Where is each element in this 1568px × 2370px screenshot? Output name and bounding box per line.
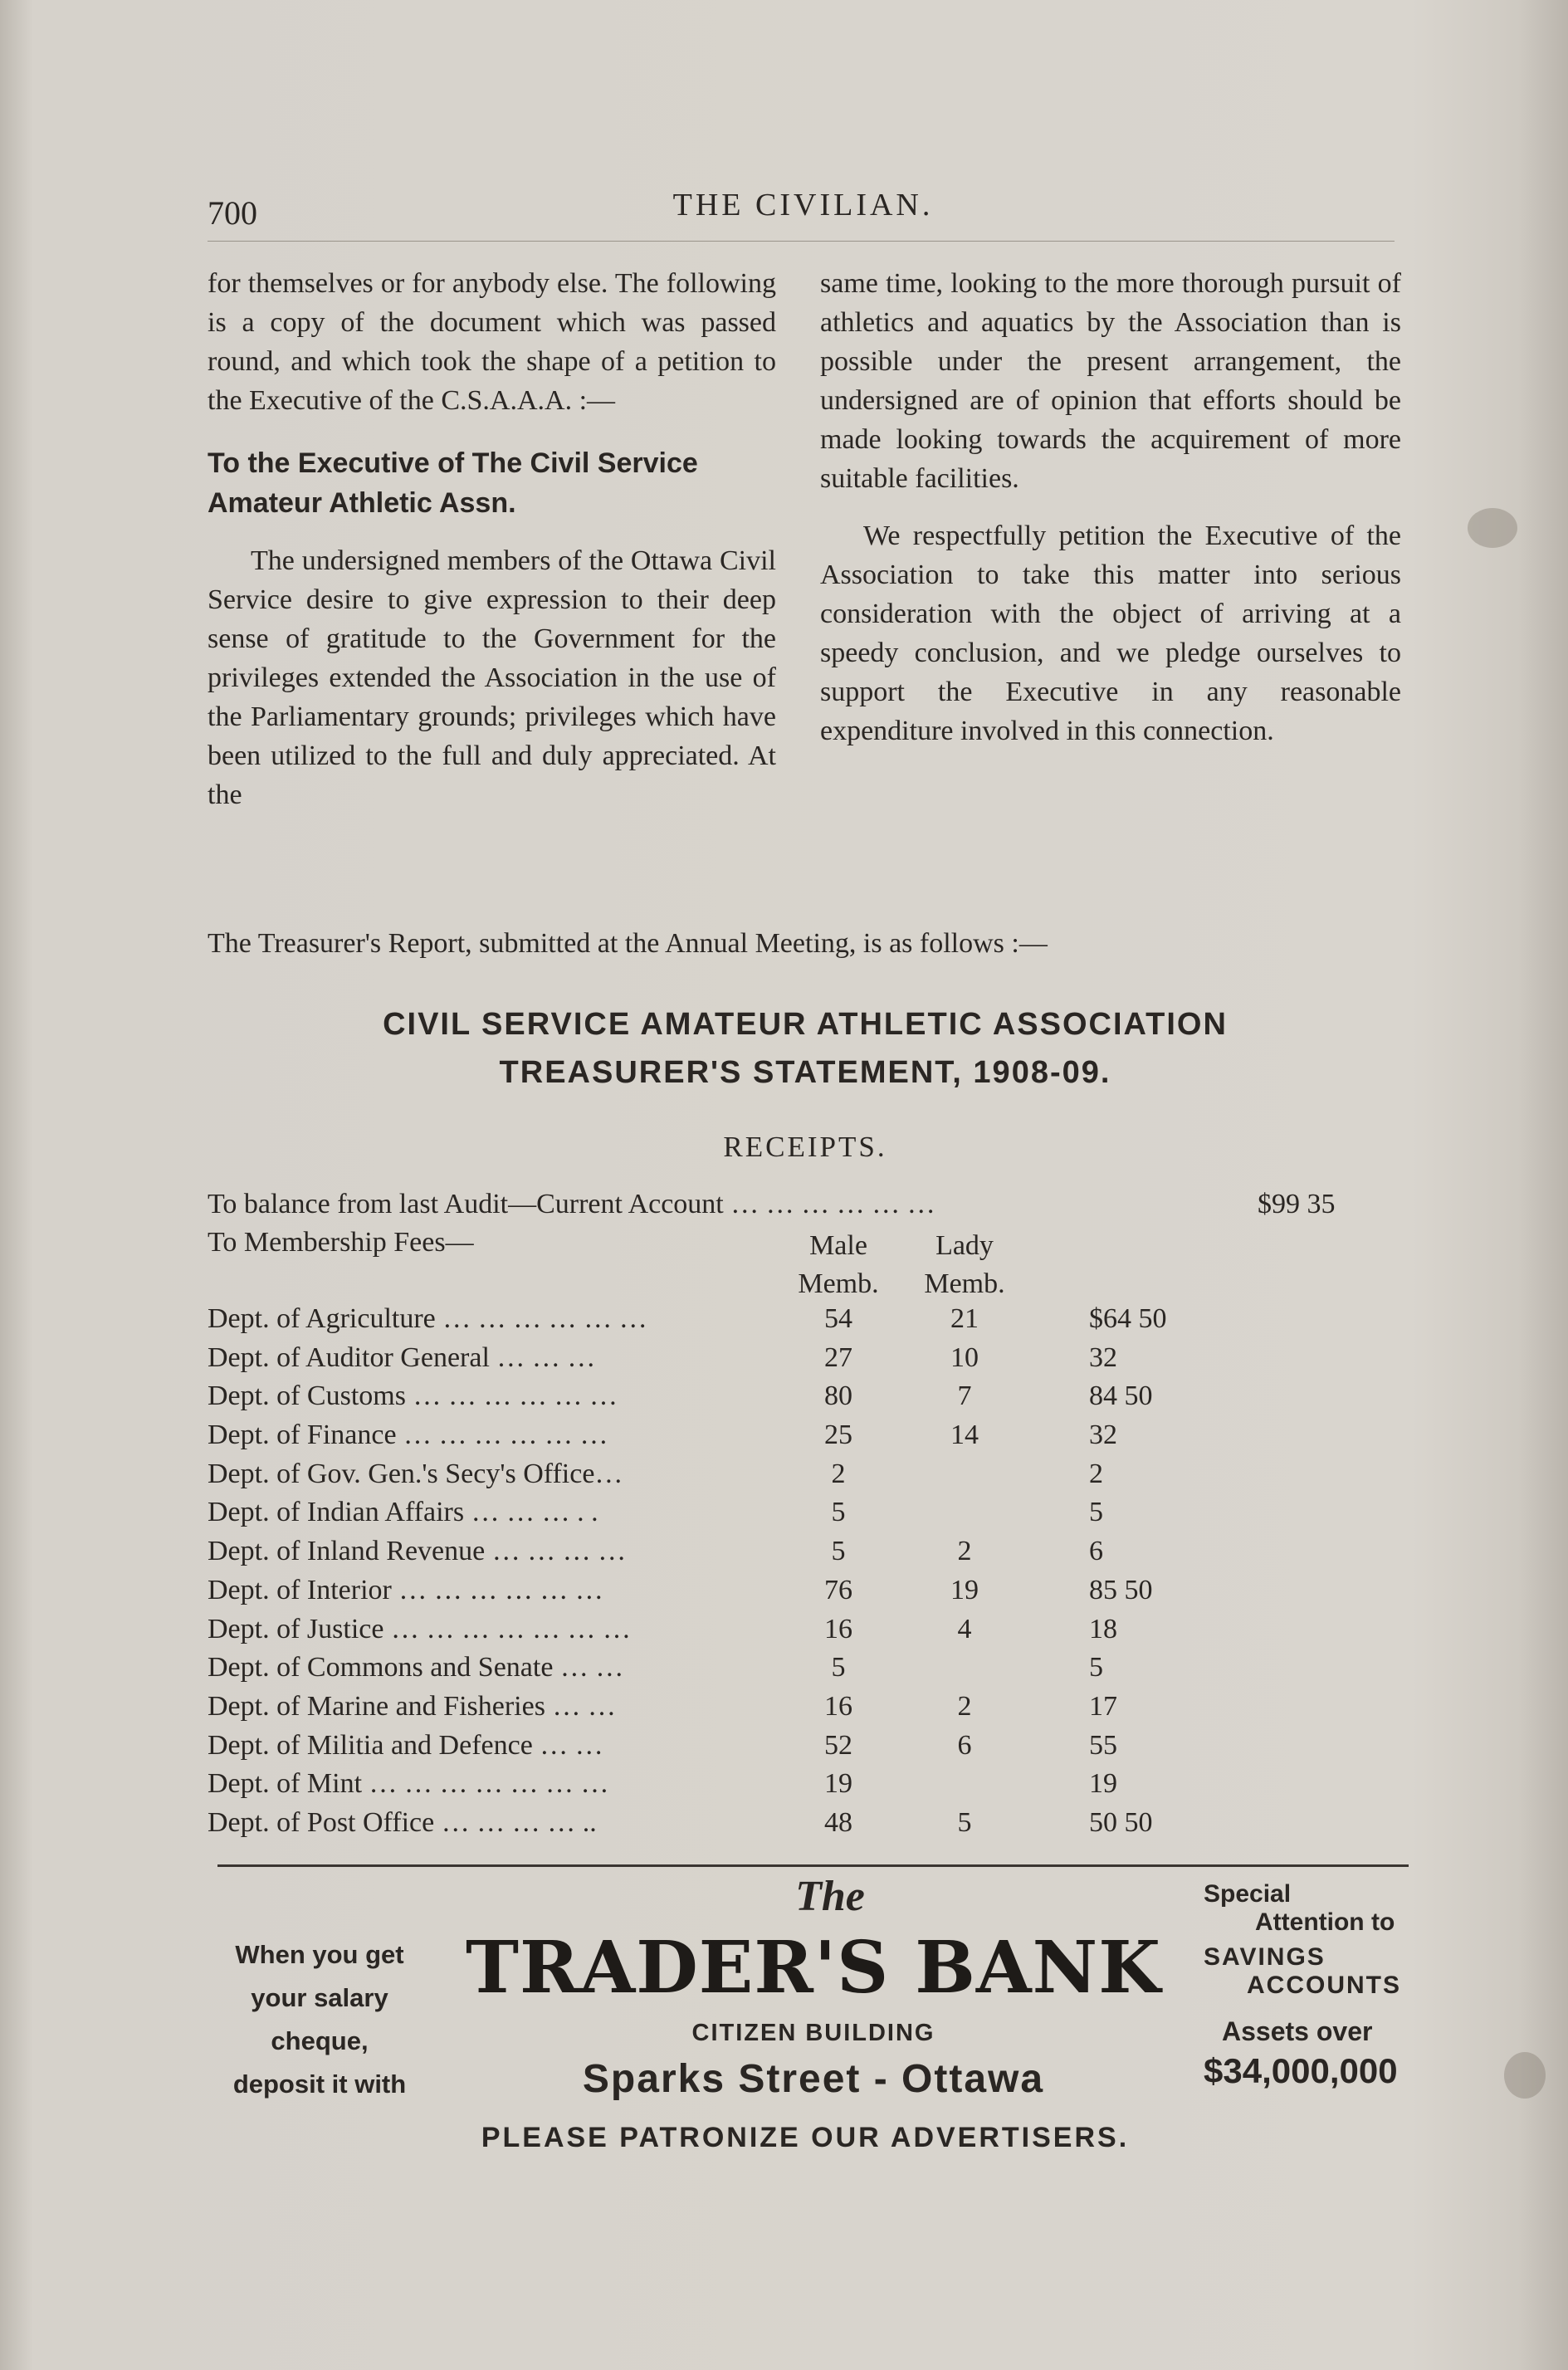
male-count: 54 xyxy=(824,1303,852,1334)
lady-members-header: Lady Memb. xyxy=(924,1230,1005,1299)
left-column xyxy=(208,264,776,814)
department-name: Dept. of Indian Affairs … … … . . xyxy=(208,1497,598,1528)
department-total: 55 xyxy=(1089,1729,1117,1761)
page-edge-shadow xyxy=(1518,0,1568,2370)
ad-address: Sparks Street - Ottawa xyxy=(582,2057,1045,2101)
department-name: Dept. of Agriculture … … … … … … xyxy=(208,1303,647,1334)
male-count: 16 xyxy=(824,1690,852,1722)
department-name: Dept. of Commons and Senate … … xyxy=(208,1652,624,1683)
ad-left-text xyxy=(208,1933,432,2106)
paper-blemish xyxy=(1468,508,1517,548)
department-total: 5 xyxy=(1089,1652,1103,1683)
ad-assets: Assets over xyxy=(1222,2016,1373,2046)
department-total: 5 xyxy=(1089,1497,1103,1528)
statement-title xyxy=(208,1000,1403,1097)
lady-count: 7 xyxy=(957,1380,972,1412)
journal-title: THE CIVILIAN. xyxy=(672,188,934,222)
treasurer-intro: The Treasurer's Report, submitted at the Annual Meeting, is as follows :— xyxy=(208,928,1048,959)
department-name: Dept. of Marine and Fisheries … … xyxy=(208,1690,616,1722)
male-count: 2 xyxy=(831,1458,846,1489)
balance-amount: $99 35 xyxy=(1258,1189,1336,1219)
lady-count: 5 xyxy=(957,1806,972,1838)
ad-special: Special xyxy=(1204,1880,1292,1908)
department-total: 32 xyxy=(1089,1341,1117,1373)
traders-bank-advertisement xyxy=(208,1872,1419,2121)
male-count: 25 xyxy=(824,1420,852,1451)
ad-right-text xyxy=(1204,1880,1419,2094)
male-count: 5 xyxy=(831,1497,846,1528)
balance-label: To balance from last Audit—Current Account … … … … … … xyxy=(208,1189,935,1219)
ad-the: The xyxy=(795,1873,865,1920)
department-total: 50 50 xyxy=(1089,1806,1153,1838)
ad-left-line-4: deposit it with xyxy=(232,2069,407,2099)
department-total: 32 xyxy=(1089,1420,1117,1451)
ad-building: CITIZEN BUILDING xyxy=(691,2020,935,2046)
petition-paragraph-1: The undersigned members of the Ottawa Civil Service desire to give expression to their deep sense of gratitude to the Government for the privileges extended the Association in the use of the Parliamentary grounds; privileges which have been utilized to the full and duly appreciated. At the xyxy=(208,545,776,810)
department-name: Dept. of Customs … … … … … … xyxy=(208,1380,618,1412)
ad-left-line-2: your salary xyxy=(251,1983,388,2012)
page-number: 700 xyxy=(208,194,257,232)
right-column xyxy=(820,264,1401,750)
male-count: 52 xyxy=(824,1729,852,1761)
department-name: Dept. of Gov. Gen.'s Secy's Office… xyxy=(208,1458,623,1489)
department-total: $64 50 xyxy=(1089,1303,1167,1334)
lady-count: 21 xyxy=(950,1303,979,1334)
department-total: 6 xyxy=(1089,1536,1103,1567)
petition-heading: To the Executive of The Civil Service Amateur Athletic Assn. xyxy=(208,447,698,519)
male-count: 48 xyxy=(824,1806,852,1838)
department-name: Dept. of Post Office … … … … .. xyxy=(208,1806,597,1838)
male-count: 5 xyxy=(831,1536,846,1567)
department-total: 2 xyxy=(1089,1458,1103,1489)
department-name: Dept. of Interior … … … … … … xyxy=(208,1574,603,1605)
statement-title-line-2: TREASURER'S STATEMENT, 1908-09. xyxy=(499,1055,1111,1090)
male-count: 16 xyxy=(824,1613,852,1644)
male-count: 27 xyxy=(824,1341,852,1373)
department-total: 18 xyxy=(1089,1613,1117,1644)
intro-paragraph: for themselves or for anybody else. The following is a copy of the document which was passed round, and which took the shape of a petition to the Executive of the C.S.A.A.A. :— xyxy=(208,268,776,416)
male-count: 80 xyxy=(824,1380,852,1412)
lady-count: 2 xyxy=(957,1690,972,1722)
ad-left-line-3: cheque, xyxy=(271,2026,369,2055)
lady-count: 10 xyxy=(950,1341,979,1373)
lady-count: 4 xyxy=(957,1613,972,1644)
department-total: 85 50 xyxy=(1089,1574,1153,1605)
department-name: Dept. of Militia and Defence … … xyxy=(208,1729,603,1761)
paper-blemish xyxy=(1504,2052,1546,2099)
lady-count: 19 xyxy=(950,1574,979,1605)
department-total: 19 xyxy=(1089,1768,1117,1800)
ad-left-line-1: When you get xyxy=(235,1940,404,1969)
page-header xyxy=(208,187,1399,237)
petition-paragraph-1-continued: same time, looking to the more thorough pursuit of athletics and aquatics by the Association than is possible under the present arrangement, the undersigned are of opinion that efforts should be made looking towards the acquirement of more suitable facilities. xyxy=(820,268,1401,494)
receipts-heading: RECEIPTS. xyxy=(723,1131,887,1163)
male-count: 5 xyxy=(831,1652,846,1683)
department-total: 17 xyxy=(1089,1690,1117,1722)
male-members-header: Male Memb. xyxy=(798,1230,879,1299)
ad-bank-name: TRADER'S BANK xyxy=(466,1926,1161,2010)
male-count: 76 xyxy=(824,1574,852,1605)
lady-count: 2 xyxy=(957,1536,972,1567)
department-name: Dept. of Inland Revenue … … … … xyxy=(208,1536,627,1567)
department-total: 84 50 xyxy=(1089,1380,1153,1412)
lady-count: 14 xyxy=(950,1420,979,1451)
lady-count: 6 xyxy=(957,1729,972,1761)
department-name: Dept. of Mint … … … … … … … xyxy=(208,1768,609,1800)
petition-paragraph-2: We respectfully petition the Executive of the Association to take this matter into serious consideration with the object of arriving at a speedy conclusion, and we pledge ourselves to support the Executive in any reasonable expenditure involved in this connection. xyxy=(820,520,1401,746)
male-count: 19 xyxy=(824,1768,852,1800)
department-name: Dept. of Auditor General … … … xyxy=(208,1341,596,1373)
ad-attention: Attention to xyxy=(1255,1908,1395,1936)
header-rule xyxy=(208,241,1395,242)
advertisement-rule xyxy=(217,1864,1409,1867)
department-name: Dept. of Finance … … … … … … xyxy=(208,1420,608,1451)
ad-assets-amount: $34,000,000 xyxy=(1204,2051,1398,2090)
footer-patronize: PLEASE PATRONIZE OUR ADVERTISERS. xyxy=(481,2122,1130,2153)
membership-fees-label: To Membership Fees— xyxy=(208,1227,474,1258)
statement-title-line-1: CIVIL SERVICE AMATEUR ATHLETIC ASSOCIATION xyxy=(383,1007,1228,1042)
ad-accounts: ACCOUNTS xyxy=(1247,1972,1401,1999)
ad-savings: SAVINGS xyxy=(1204,1943,1326,1971)
department-name: Dept. of Justice … … … … … … … xyxy=(208,1613,631,1644)
